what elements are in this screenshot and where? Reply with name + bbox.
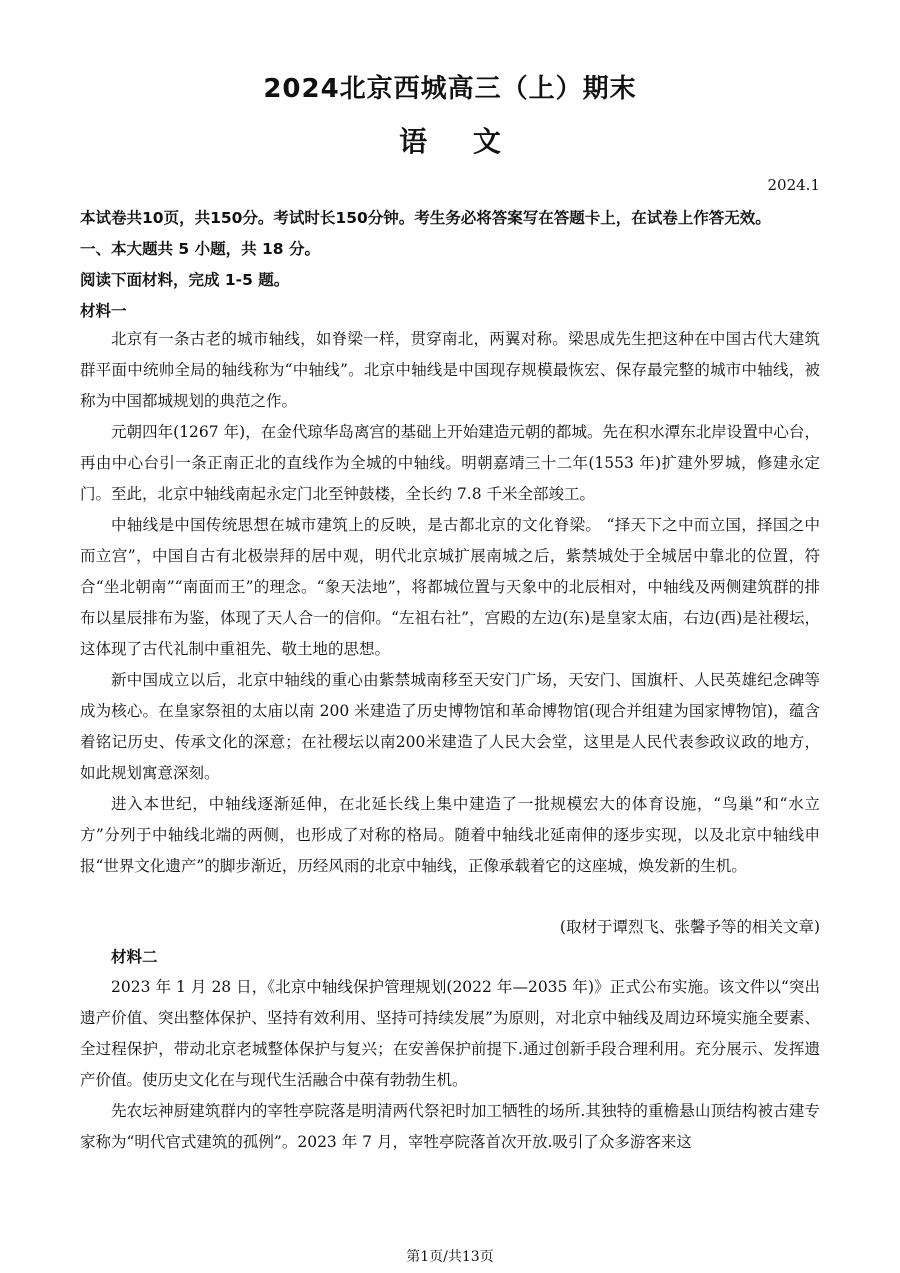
page-title: 2024北京西城高三（上）期末 bbox=[263, 74, 637, 104]
material2-paragraph: 2023 年 1 月 28 日，《北京中轴线保护管理规划(2022 年—2035 年)》正式公布实施。该文件以“突出遗产价值、突出整体保护、坚持有效利用、坚持可持续发展”为原则，对北京中轴线及周边环境实施全要素、全过程保护，带动北京老城整体保护与复兴；在安善保护前提下.通过创新手段合理利用。充分展示、发挥遗产价值。使历史文化在与现代生活融合中葆有勃勃生机。 bbox=[80, 978, 820, 1089]
material1-paragraph: 北京有一条古老的城市轴线，如脊梁一样，贯穿南北，两翼对称。梁思成先生把这种在中国古代大建筑群平面中统帅全局的轴线称为“中轴线”。北京中轴线是中国现存规模最恢宏、保存最完整的城市中轴线，被称为中国都城规划的典范之作。 bbox=[80, 330, 820, 410]
material1-paragraph: 新中国成立以后，北京中轴线的重心由紫禁城南移至天安门广场，天安门、国旗杆、人民英雄纪念碑等成为核心。在皇家祭祖的太庙以南 200 米建造了历史博物馆和革命博物馆(现合并组建为国家博物馆)，蕴含着铭记历史、传承文化的深意；在社稷坛以南200米建造了人民大会堂，这里是人民代表参政议政的地方，如此规划寓意深刻。 bbox=[80, 671, 820, 782]
material1-source: (取材于谭烈飞、张馨予等的相关文章) bbox=[559, 918, 820, 936]
material1-paragraph: 中轴线是中国传统思想在城市建筑上的反映，是古都北京的文化脊梁。 “择天下之中而立国，择国之中而立宫”，中国自古有北极崇拜的居中观，明代北京城扩展南城之后，紫禁城处于全城居中靠北的位置，符合“坐北朝南”“南面而王”的理念。“象天法地”，将都城位置与天象中的北辰相对，中轴线及两侧建筑群的排布以星辰排布为鉴，体现了天人合一的信仰。“左祖右社”，宫殿的左边(东)是皇家太庙，右边(西)是社稷坛，这体现了古代礼制中重祖先、敬土地的思想。 bbox=[80, 516, 820, 658]
material2-paragraph: 先农坛神厨建筑群内的宰牲亭院落是明清两代祭祀时加工牺牲的场所.其独特的重檐悬山顶结构被古建专家称为“明代官式建筑的孤例”。2023 年 7 月，宰牲亭院落首次开放.吸引了众多游客来这 bbox=[80, 1102, 820, 1151]
subject-title: 语 文 bbox=[399, 125, 501, 158]
reading-prompt: 阅读下面材料，完成 1-5 题。 bbox=[80, 271, 290, 289]
material1-label: 材料一 bbox=[80, 302, 127, 320]
material1-paragraph: 进入本世纪，中轴线逐渐延伸，在北延长线上集中建造了一批规模宏大的体育设施，“鸟巢”和“水立方”分列于中轴线北端的两侧，也形成了对称的格局。随着中轴线北延南伸的逐步实现，以及北京中轴线申报“世界文化遗产”的脚步渐近，历经风雨的北京中轴线，正像承载着它的这座城，焕发新的生机。 bbox=[80, 795, 820, 875]
material2-label: 材料二 bbox=[111, 948, 158, 966]
exam-date: 2024.1 bbox=[767, 176, 820, 194]
exam-instructions: 本试卷共10页，共150分。考试时长150分钟。考生务必将答案写在答题卡上，在试卷上作答无效。 bbox=[80, 209, 771, 227]
page-number: 第1页/共13页 bbox=[406, 1249, 494, 1265]
material1-paragraph: 元朝四年(1267 年)，在金代琼华岛离宫的基础上开始建造元朝的都城。先在积水潭东北岸设置中心台，再由中心台引一条正南正北的直线作为全城的中轴线。明朝嘉靖三十二年(1553 年)扩建外罗城，修建永定门。至此，北京中轴线南起永定门北至钟鼓楼，全长约 7.8 千米全部竣工。 bbox=[80, 423, 820, 503]
section-heading: 一、本大题共 5 小题，共 18 分。 bbox=[80, 240, 320, 258]
